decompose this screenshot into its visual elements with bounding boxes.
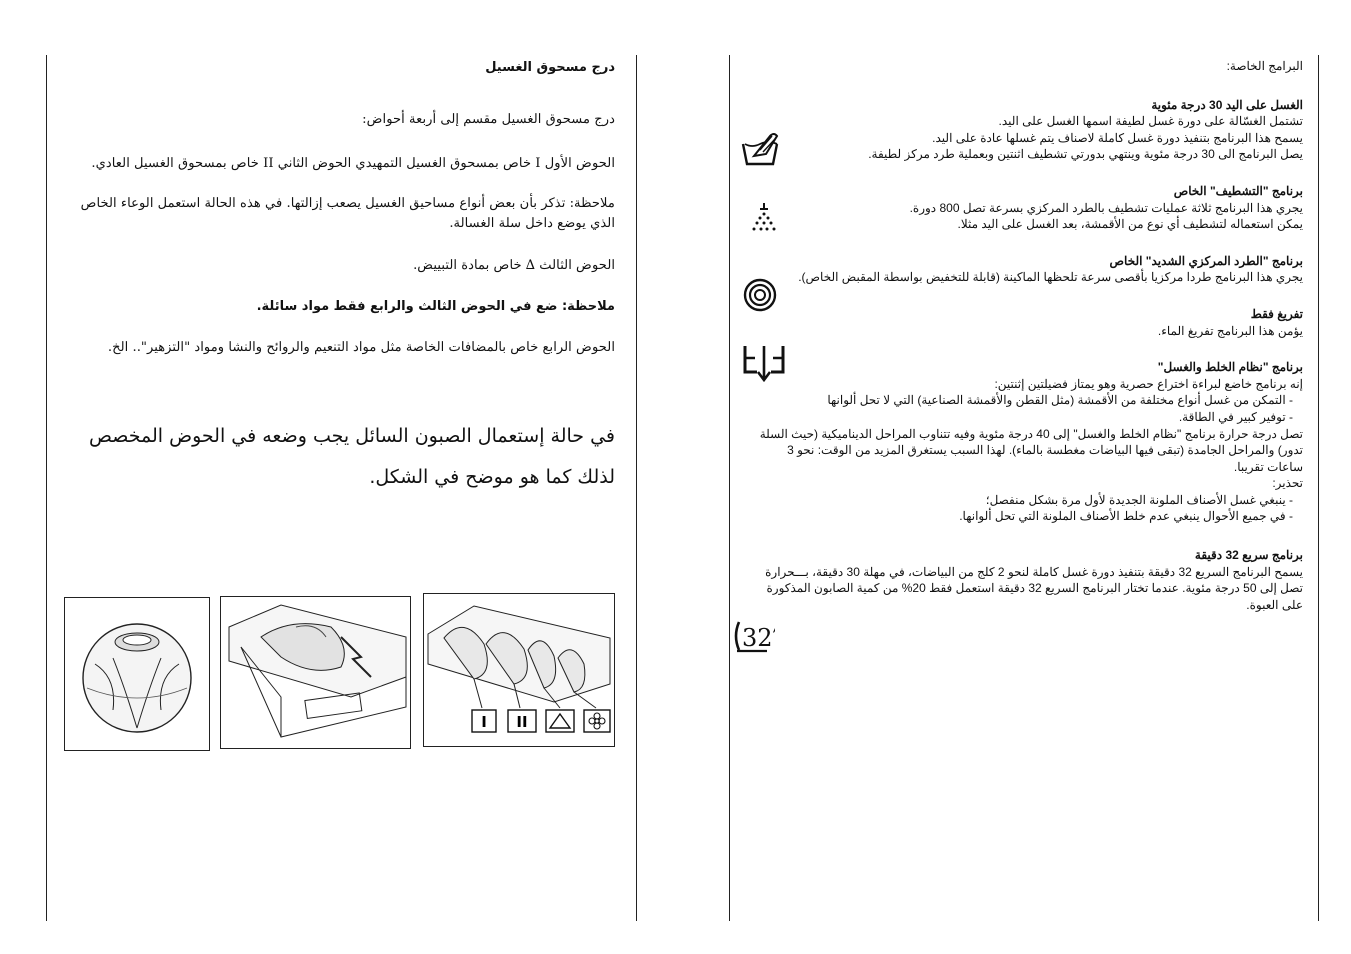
warning-title: تحذير: bbox=[1272, 476, 1303, 491]
left-margin-line bbox=[46, 55, 47, 921]
program-body: يسمح البرنامج السريع 32 دقيقة بتنفيذ دورة غسل كاملة لنحو 2 كلج من البياضات، في مهلة 30 دقيقة، بـــحرارة تصل إلى 50 درجة مئوية. عندما تختار البرنامج السريع 32 دقيقة استعمل فقط 20% من كمية الصابون المذكورة على العبوة. bbox=[765, 564, 1303, 612]
program-line: يؤمن هذا البرنامج تفريغ الماء. bbox=[1157, 323, 1303, 338]
program-bullet: - التمكن من غسل أنواع مختلفة من الأقمشة (مثل القطن والأقمشة الصناعية) التي لا تحل ألوانها bbox=[827, 393, 1293, 408]
drawer-compartments-figure bbox=[423, 593, 615, 747]
warning-bullet: - ينبغي غسل الأصناف الملونة الجديدة لأول مرة بشكل منفصل؛ bbox=[985, 492, 1293, 507]
program-line: يصل البرنامج الى 30 درجة مئوية وينتهي بدورتي تشطيف اثنتين وبعملية طرد مركز لطيفة. bbox=[868, 147, 1303, 162]
program-title: برنامج "الطرد المركزي الشديد" الخاص bbox=[1109, 253, 1303, 268]
center-line-right bbox=[729, 55, 730, 921]
paragraph-fourth: الحوض الرابع خاص بالمضافات الخاصة مثل مواد التنعيم والروائح والنشا ومواد "التزهير".. الخ. bbox=[107, 340, 615, 355]
program-intro: إنه برنامج خاضع لبراءة اختراع حصرية وهو يمتاز فضيلتين إثنتين: bbox=[994, 376, 1303, 391]
program-intensive-spin bbox=[750, 253, 1303, 286]
compartment-label-one: I bbox=[481, 713, 487, 731]
program-handwash bbox=[750, 97, 1303, 163]
paragraph-third: الحوض الثالث ∆ خاص بمادة التبييض. bbox=[413, 258, 615, 273]
center-line-left bbox=[636, 55, 637, 921]
drawer-pour-figure bbox=[220, 596, 411, 749]
handwash-icon bbox=[740, 130, 782, 172]
program-title: برنامج "نظام الخلط والغسل" bbox=[1157, 360, 1303, 375]
liquid-soap-instruction: في حالة إستعمال الصبون السائل يجب وضعه في الحوض المخصص لذلك كما هو موضح في الشكل. bbox=[89, 425, 615, 488]
program-title: برنامج "التشطيف" الخاص bbox=[1173, 183, 1303, 198]
detergent-drawer-section bbox=[70, 58, 615, 498]
paragraph-compartments: درج مسحوق الغسيل مقسم إلى أربعة أحواض: bbox=[362, 112, 615, 127]
program-bullet: - توفير كبير في الطاقة. bbox=[1178, 409, 1293, 424]
program-line: يسمح هذا البرنامج بتنفيذ دورة غسل كاملة لاصناف يتم غسلها عادة على اليد. bbox=[932, 130, 1303, 145]
program-rinse bbox=[750, 183, 1303, 233]
program-quick-32 bbox=[750, 547, 1303, 613]
program-line: تشتمل الغسّالة على دورة غسل لطيفة اسمها الغسل على اليد. bbox=[998, 114, 1303, 129]
program-line: يجري هذا البرنامج طردا مركزيا بأقصى سرعة تلحظها الماكينة (قابلة للتخفيض بواسطة المقبض الخاص). bbox=[798, 270, 1303, 285]
warning-bullet: - في جميع الأحوال ينبغي عدم خلط الأصناف الملونة التي تحل ألوانها. bbox=[959, 509, 1293, 524]
program-title: تفريغ فقط bbox=[1250, 306, 1303, 321]
liquid-dispenser-ball-figure bbox=[64, 597, 210, 751]
program-drain-only bbox=[750, 306, 1303, 339]
program-body: تصل درجة حرارة برنامج "نظام الخلط والغسل" إلى 40 درجة مئوية وفيه تتناوب المراحل الديناميكية (حيث السلة تدور) والمراحل الجامدة (تبقى فيها البياضات مغطسة بالماء). لهذا السبب يستغرق المزيد من الوقت: نحو 3 ساعات تقريبا. bbox=[759, 426, 1303, 474]
compartment-label-two: II bbox=[516, 713, 528, 731]
drain-icon bbox=[741, 342, 787, 388]
quick-32-icon-text: 32′ bbox=[742, 624, 775, 652]
quick-32-icon bbox=[733, 620, 775, 658]
paragraph-note-detergent: ملاحظة: تذكر بأن بعض أنواع مساحيق الغسيل يصعب إزالتها. في هذه الحالة استعمل الوعاء الخاص الذي يوضع داخل سلة الغسالة. bbox=[80, 196, 615, 231]
paragraph-note-liquids: ملاحظة: ضع في الحوض الثالث والرابع فقط مواد سائلة. bbox=[256, 299, 615, 314]
paragraph-first-second: الحوض الأول I خاص بمسحوق الغسيل التمهيدي الحوض الثاني II خاص بمسحوق الغسيل العادي. bbox=[91, 156, 615, 171]
program-mix-wash bbox=[750, 359, 1303, 525]
program-title: الغسل على اليد 30 درجة مئوية bbox=[1151, 97, 1303, 112]
program-line: يجري هذا البرنامج ثلاثة عمليات تشطيف بالطرد المركزي بسرعة تصل 800 دورة. bbox=[909, 200, 1303, 215]
right-margin-line bbox=[1318, 55, 1319, 921]
special-programs-section bbox=[750, 58, 1303, 613]
program-line: يمكن استعماله لتشطيف أي نوع من الأقمشة، بعد الغسل على اليد مثلا. bbox=[957, 217, 1303, 232]
section-title: درج مسحوق الغسيل bbox=[485, 60, 615, 75]
spin-spiral-icon bbox=[743, 278, 777, 316]
program-title: برنامج سريع 32 دقيقة bbox=[1194, 548, 1303, 563]
rinse-shower-icon bbox=[748, 200, 780, 240]
programs-heading: البرامج الخاصة: bbox=[1226, 59, 1303, 73]
